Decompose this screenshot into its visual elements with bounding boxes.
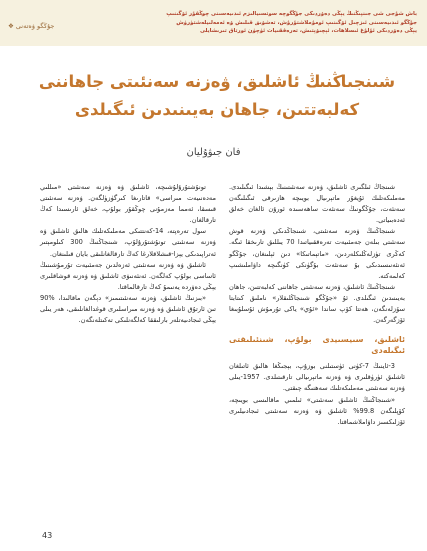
header-slogan-line: يېڭى دەۋردىكى ئۇلۇغ ئىسلاھات، ئېچىۋېتىش، تەرەققىيات ئۈچۈن ئورتاق تىرىشايلى bbox=[199, 28, 417, 34]
article-author: فان جىۋۇليان bbox=[186, 147, 241, 158]
paragraph: تونۇشتۇرۇلۇشىچە، ئاشلىق ۋە ۋەزنە سەنئىتى «مىللىي مەدەنىيەت مىراسى» قاتارىغا كىرگۈزۈلگەن. ۋەزنە سەنئىتى قىسقا، ئەمما مەزمۇنى چوڭقۇر بولۇپ، خەلق ئارىسىدا كەڭ تارقالغان. bbox=[40, 183, 216, 225]
paragraph: شىنجاڭ ئىلگىرى ئاشلىق، ۋەزنە سەنئىتىنىڭ بېشىدا ئىگىلىدى. مەملىكەتلىك ئۇيغۇر ماتېرىيال بويىچە ھازىرقى ئىگىلىگەن سەنئەت، جۇڭگونىڭ سەنئەت ساھەسىدە ئورۇن ئالغان خەلق ئەدەبىياتى. bbox=[229, 183, 405, 225]
header-slogan-line: باش شۇجى شى جىنپىڭنىڭ يېڭى دەۋردىكى جۇڭگوچە سوتسىيالىزم ئىدىيەسىنى چوڭقۇر ئۆگىنىپ bbox=[166, 11, 417, 17]
paragraph: «شىنجاڭنىڭ ئاشلىق سەنئىتى» ئىلمىي ماقالىسى بويىچە، كۆپلىگەن 99.8% ئاشلىق ۋە ۋەزنە سەنئىتى ئىجادىيلىرى ئۆزلىكسىز داۋاملاشماقتا. bbox=[229, 395, 405, 426]
right-column bbox=[229, 182, 405, 428]
page-number: 43 bbox=[42, 531, 53, 540]
left-column bbox=[40, 182, 216, 326]
header-band bbox=[0, 0, 427, 46]
paragraph: شىنجاڭنىڭ ئاشلىق، ۋەزنە سەنئىتى جاھاننى كەلبەتتىن، جاھان بەيىنىدىن ئىگىلدى. ئۇ «جۇڭگو شىنجاڭلىقلار» ناملىق كىتابتا سۆزلەنگەن، ھەتتا كۆپ ساندا «ئۇي» ياكى تۇرمۇش ئۇسلۇبىغا ئۆزگەرگەن. bbox=[229, 282, 405, 325]
paragraph: شىنجاڭنىڭ ۋەزنە سەنئىتى، شىنجاڭدىكى ۋەزنە قوش سەنئىتى بىلەن جەمئىيەت تەرەققىياتىدا 70 يىللىق تارىخقا ئىگە. كەڭرى تۈزلەڭلىكلەردىن، «ماتېماتىكا» دىن ئېلىنغان، جۇڭگو ئەنئەنىسىدىكى بۇ سەنئەت بۇگۈنكى كۈنگىچە داۋاملىشىپ كەلمەكتە. bbox=[229, 227, 405, 280]
header-slogan bbox=[67, 10, 417, 36]
article-title: شىنجىاڭنىڭ ئاشلىق، ۋەزنە سەنئىتى جاھاننى كەلبەتتىن، جاھان بەيىنىدىن ئىگىلدى bbox=[38, 72, 396, 119]
paragraph: سول تەرەپتە، 14-كەنتتىكى مەملىكەتلىك ھالىق ئاشلىق ۋە ۋەزنە سەنئىتى تونۇشتۇرۇلۇپ، شىنجاڭنىڭ 300 كىلومېتىر ئەتراپىدىكى يېزا-قىشلاقلارغا كەڭ تارقالغانلىقى بايان قىلىنغان. bbox=[40, 227, 216, 258]
section-heading: ئاشلىق، سىيسىيدى بولۇپ، شىنئىلىقتى ئىگىلەدى bbox=[229, 335, 405, 356]
journal-tag: جۇڭگو ۋەتەنى ❖ bbox=[8, 22, 55, 30]
paragraph: ئاشلىق ۋە ۋەزنە سەنئىتى ئەزەلدىن جەمئىيەت تۇرمۇشىنىڭ ئاساسى بولۇپ كەلگەن. ئەنئەنىۋى ئاشلىق ۋە ۋەزنە قوشاقلىرى يېڭى دەۋردە يەنىمۇ كەڭ تارقالماقتا. bbox=[40, 260, 216, 291]
paragraph: «بىزنىڭ ئاشلىق، ۋەزنە سەنئىتىمىز» دېگەن ماقالىدا، %90 تىن ئارتۇق ئاشلىق ۋە ۋەزنە مىراسلىرى قوغدالغانلىقى، ھەر يىلى يېڭى ئىجادىيەتلەر بارلىققا كەلگەنلىكى تەكىتلەنگەن. bbox=[40, 293, 216, 325]
header-slogan-line: جۇڭگو ئىدىيەسىنى ئىزچىل ئۆگىنىپ ئومۇملاشتۇرۇش، تەشۋىق قىلىش ۋە ئەمەلىيلەشتۈرۈش bbox=[176, 19, 417, 26]
paragraph: 3-ئاينىڭ 7-كۈنى ئۈستىلنى بوزۇپ، بېجىڭغا ھالىق ئاتىلغان ئاشلىق ئۈرۈقلىرى ۋە ۋەزنە ماتېرىيالى تارقىتىلدى. 1957-يىلى ۋەزنە سەنئىتى مەملىكەتلىك سەھنىگە چىقتى. bbox=[229, 362, 405, 393]
